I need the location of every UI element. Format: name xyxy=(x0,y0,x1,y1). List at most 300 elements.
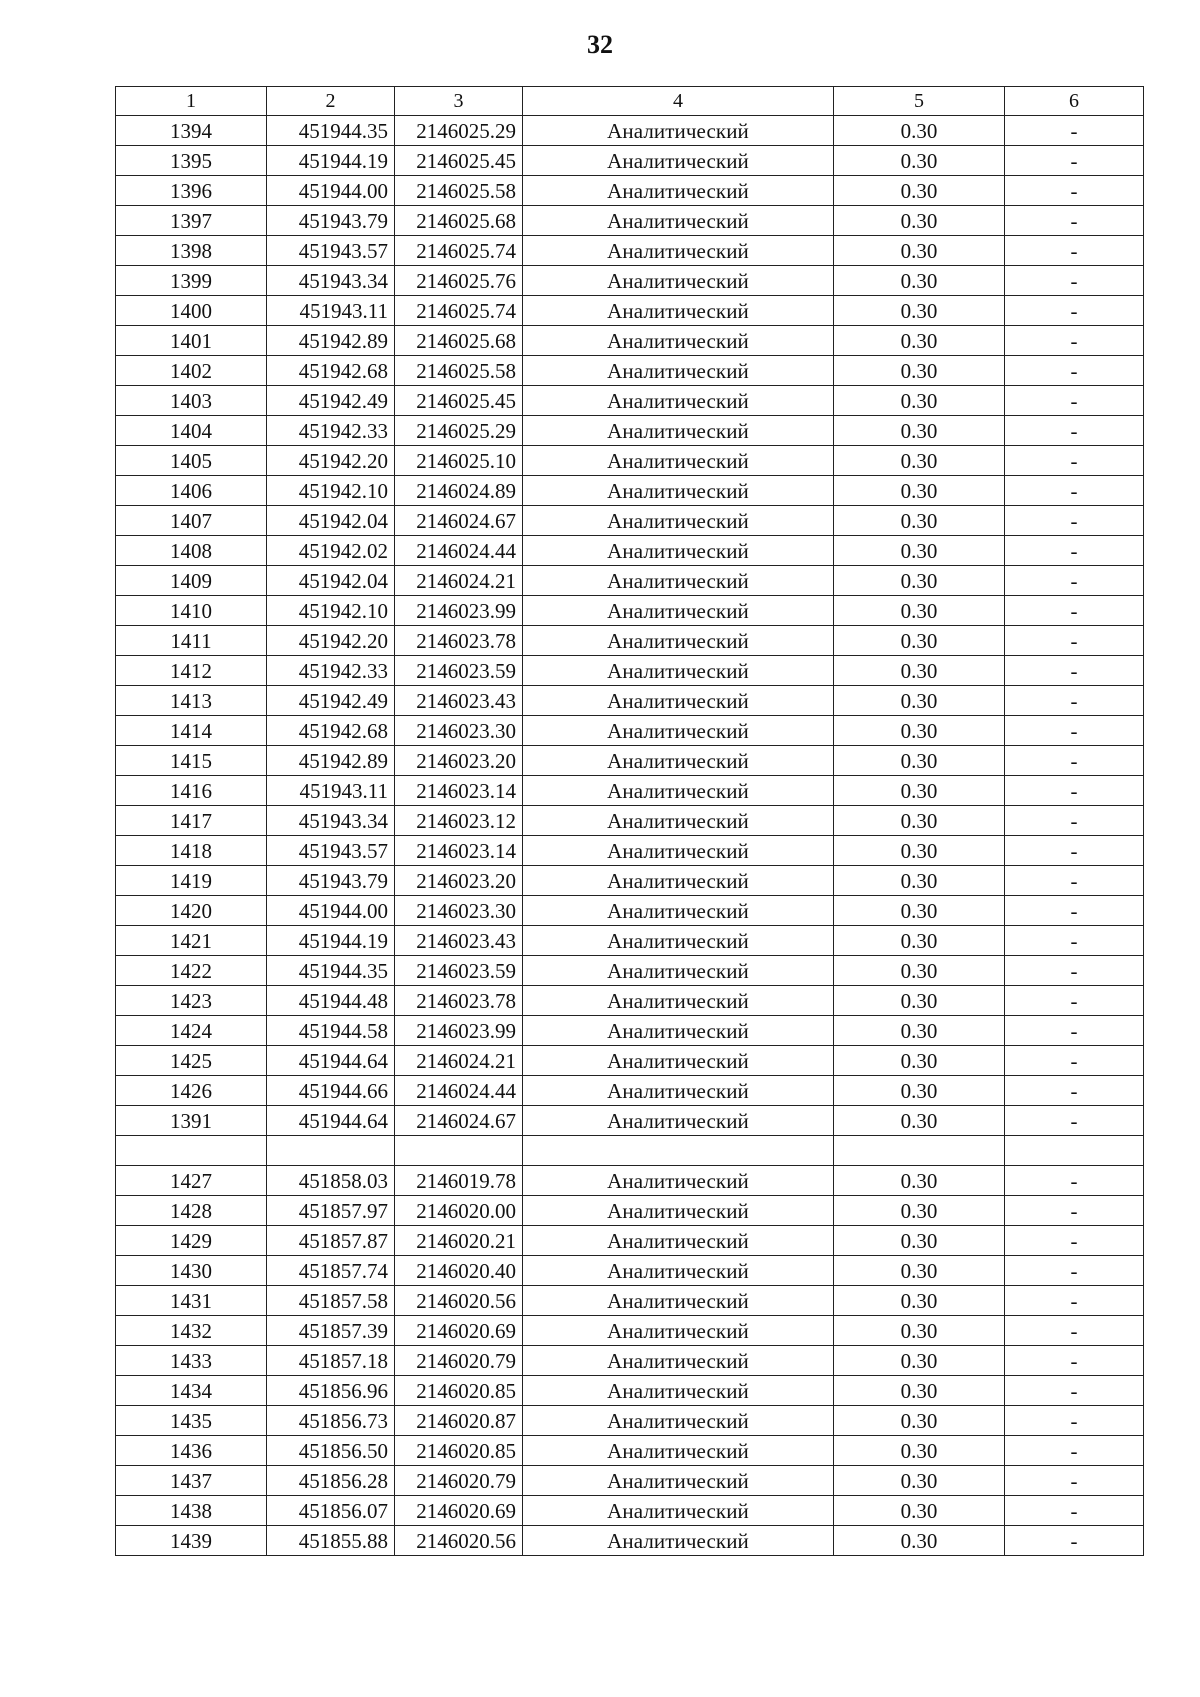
x-coordinate-cell: 451944.66 xyxy=(267,1076,395,1106)
table-row xyxy=(116,1496,1144,1526)
y-coordinate-cell: 2146025.74 xyxy=(395,296,523,326)
method-cell: Аналитический xyxy=(523,1466,834,1496)
note-cell: - xyxy=(1005,416,1144,446)
y-coordinate-cell: 2146024.67 xyxy=(395,506,523,536)
table-row xyxy=(116,866,1144,896)
point-number-cell: 1411 xyxy=(116,626,267,656)
note-cell: - xyxy=(1005,1226,1144,1256)
x-coordinate-cell: 451857.87 xyxy=(267,1226,395,1256)
table-row xyxy=(116,1226,1144,1256)
x-coordinate-cell: 451942.20 xyxy=(267,626,395,656)
note-cell: - xyxy=(1005,266,1144,296)
accuracy-cell: 0.30 xyxy=(834,116,1005,146)
x-coordinate-cell: 451856.50 xyxy=(267,1436,395,1466)
note-cell: - xyxy=(1005,536,1144,566)
method-cell: Аналитический xyxy=(523,446,834,476)
note-cell: - xyxy=(1005,476,1144,506)
table-row xyxy=(116,1526,1144,1556)
table-row xyxy=(116,926,1144,956)
note-cell: - xyxy=(1005,1376,1144,1406)
table-row xyxy=(116,1436,1144,1466)
method-cell: Аналитический xyxy=(523,896,834,926)
table-row xyxy=(116,836,1144,866)
accuracy-cell: 0.30 xyxy=(834,626,1005,656)
point-number-cell: 1432 xyxy=(116,1316,267,1346)
table-row xyxy=(116,506,1144,536)
y-coordinate-cell: 2146020.56 xyxy=(395,1526,523,1556)
note-cell: - xyxy=(1005,1286,1144,1316)
table-row xyxy=(116,296,1144,326)
table-row xyxy=(116,1196,1144,1226)
x-coordinate-cell: 451942.10 xyxy=(267,596,395,626)
table-row xyxy=(116,1406,1144,1436)
method-cell: Аналитический xyxy=(523,986,834,1016)
x-coordinate-cell: 451943.79 xyxy=(267,206,395,236)
point-number-cell: 1429 xyxy=(116,1226,267,1256)
note-cell: - xyxy=(1005,1466,1144,1496)
column-header: 1 xyxy=(116,87,267,116)
method-cell: Аналитический xyxy=(523,506,834,536)
table-row xyxy=(116,326,1144,356)
y-coordinate-cell: 2146020.85 xyxy=(395,1376,523,1406)
table-row xyxy=(116,956,1144,986)
point-number-cell: 1437 xyxy=(116,1466,267,1496)
accuracy-cell: 0.30 xyxy=(834,716,1005,746)
accuracy-cell: 0.30 xyxy=(834,146,1005,176)
y-coordinate-cell: 2146023.59 xyxy=(395,956,523,986)
note-cell: - xyxy=(1005,896,1144,926)
column-header: 5 xyxy=(834,87,1005,116)
method-cell: Аналитический xyxy=(523,806,834,836)
point-number-cell: 1420 xyxy=(116,896,267,926)
y-coordinate-cell: 2146020.21 xyxy=(395,1226,523,1256)
accuracy-cell: 0.30 xyxy=(834,566,1005,596)
accuracy-cell: 0.30 xyxy=(834,326,1005,356)
table-row xyxy=(116,746,1144,776)
method-cell: Аналитический xyxy=(523,1286,834,1316)
note-cell: - xyxy=(1005,1436,1144,1466)
x-coordinate-cell: 451942.68 xyxy=(267,716,395,746)
y-coordinate-cell: 2146020.56 xyxy=(395,1286,523,1316)
method-cell: Аналитический xyxy=(523,1496,834,1526)
accuracy-cell: 0.30 xyxy=(834,1286,1005,1316)
point-number-cell: 1430 xyxy=(116,1256,267,1286)
y-coordinate-cell: 2146023.78 xyxy=(395,986,523,1016)
note-cell: - xyxy=(1005,116,1144,146)
point-number-cell: 1436 xyxy=(116,1436,267,1466)
accuracy-cell: 0.30 xyxy=(834,1496,1005,1526)
y-coordinate-cell: 2146025.29 xyxy=(395,116,523,146)
x-coordinate-cell: 451942.33 xyxy=(267,416,395,446)
x-coordinate-cell: 451857.39 xyxy=(267,1316,395,1346)
point-number-cell: 1403 xyxy=(116,386,267,416)
accuracy-cell: 0.30 xyxy=(834,1016,1005,1046)
y-coordinate-cell: 2146025.45 xyxy=(395,386,523,416)
table-row xyxy=(116,1376,1144,1406)
x-coordinate-cell: 451942.04 xyxy=(267,506,395,536)
y-coordinate-cell: 2146019.78 xyxy=(395,1166,523,1196)
point-number-cell: 1416 xyxy=(116,776,267,806)
method-cell: Аналитический xyxy=(523,236,834,266)
x-coordinate-cell: 451857.58 xyxy=(267,1286,395,1316)
table-row xyxy=(116,356,1144,386)
y-coordinate-cell: 2146023.43 xyxy=(395,926,523,956)
point-number-cell xyxy=(116,1136,267,1166)
method-cell: Аналитический xyxy=(523,626,834,656)
table-row xyxy=(116,776,1144,806)
point-number-cell: 1414 xyxy=(116,716,267,746)
method-cell: Аналитический xyxy=(523,356,834,386)
method-cell: Аналитический xyxy=(523,746,834,776)
x-coordinate-cell: 451944.00 xyxy=(267,176,395,206)
accuracy-cell: 0.30 xyxy=(834,1316,1005,1346)
x-coordinate-cell: 451942.04 xyxy=(267,566,395,596)
method-cell: Аналитический xyxy=(523,1256,834,1286)
point-number-cell: 1434 xyxy=(116,1376,267,1406)
table-row xyxy=(116,266,1144,296)
note-cell: - xyxy=(1005,1166,1144,1196)
method-cell: Аналитический xyxy=(523,326,834,356)
y-coordinate-cell: 2146023.12 xyxy=(395,806,523,836)
y-coordinate-cell: 2146023.99 xyxy=(395,1016,523,1046)
x-coordinate-cell: 451944.48 xyxy=(267,986,395,1016)
note-cell: - xyxy=(1005,296,1144,326)
accuracy-cell xyxy=(834,1136,1005,1166)
note-cell: - xyxy=(1005,1526,1144,1556)
accuracy-cell: 0.30 xyxy=(834,1256,1005,1286)
y-coordinate-cell xyxy=(395,1136,523,1166)
x-coordinate-cell: 451944.64 xyxy=(267,1106,395,1136)
x-coordinate-cell: 451944.35 xyxy=(267,116,395,146)
x-coordinate-cell: 451943.34 xyxy=(267,266,395,296)
y-coordinate-cell: 2146025.58 xyxy=(395,176,523,206)
x-coordinate-cell: 451943.34 xyxy=(267,806,395,836)
x-coordinate-cell: 451942.02 xyxy=(267,536,395,566)
table-row xyxy=(116,1256,1144,1286)
x-coordinate-cell: 451856.96 xyxy=(267,1376,395,1406)
x-coordinate-cell: 451942.49 xyxy=(267,386,395,416)
accuracy-cell: 0.30 xyxy=(834,1346,1005,1376)
note-cell: - xyxy=(1005,746,1144,776)
point-number-cell: 1396 xyxy=(116,176,267,206)
accuracy-cell: 0.30 xyxy=(834,806,1005,836)
note-cell: - xyxy=(1005,1196,1144,1226)
note-cell: - xyxy=(1005,206,1144,236)
method-cell: Аналитический xyxy=(523,566,834,596)
point-number-cell: 1404 xyxy=(116,416,267,446)
note-cell xyxy=(1005,1136,1144,1166)
point-number-cell: 1428 xyxy=(116,1196,267,1226)
table-row xyxy=(116,1106,1144,1136)
table-row xyxy=(116,986,1144,1016)
x-coordinate-cell: 451858.03 xyxy=(267,1166,395,1196)
x-coordinate-cell: 451944.00 xyxy=(267,896,395,926)
note-cell: - xyxy=(1005,176,1144,206)
table-row xyxy=(116,806,1144,836)
y-coordinate-cell: 2146023.43 xyxy=(395,686,523,716)
accuracy-cell: 0.30 xyxy=(834,446,1005,476)
column-header: 4 xyxy=(523,87,834,116)
point-number-cell: 1408 xyxy=(116,536,267,566)
accuracy-cell: 0.30 xyxy=(834,836,1005,866)
point-number-cell: 1413 xyxy=(116,686,267,716)
note-cell: - xyxy=(1005,1496,1144,1526)
point-number-cell: 1418 xyxy=(116,836,267,866)
method-cell: Аналитический xyxy=(523,536,834,566)
note-cell: - xyxy=(1005,446,1144,476)
y-coordinate-cell: 2146020.79 xyxy=(395,1346,523,1376)
accuracy-cell: 0.30 xyxy=(834,956,1005,986)
method-cell: Аналитический xyxy=(523,1076,834,1106)
y-coordinate-cell: 2146020.00 xyxy=(395,1196,523,1226)
accuracy-cell: 0.30 xyxy=(834,1436,1005,1466)
table-row xyxy=(116,1316,1144,1346)
point-number-cell: 1409 xyxy=(116,566,267,596)
column-header: 6 xyxy=(1005,87,1144,116)
table-row xyxy=(116,416,1144,446)
note-cell: - xyxy=(1005,866,1144,896)
method-cell: Аналитический xyxy=(523,1316,834,1346)
table-row xyxy=(116,1136,1144,1166)
accuracy-cell: 0.30 xyxy=(834,296,1005,326)
accuracy-cell: 0.30 xyxy=(834,746,1005,776)
y-coordinate-cell: 2146020.40 xyxy=(395,1256,523,1286)
table-row xyxy=(116,1466,1144,1496)
note-cell: - xyxy=(1005,956,1144,986)
table-row xyxy=(116,1286,1144,1316)
point-number-cell: 1438 xyxy=(116,1496,267,1526)
table-row xyxy=(116,476,1144,506)
x-coordinate-cell: 451855.88 xyxy=(267,1526,395,1556)
y-coordinate-cell: 2146023.30 xyxy=(395,716,523,746)
table-row xyxy=(116,1166,1144,1196)
note-cell: - xyxy=(1005,1406,1144,1436)
method-cell: Аналитический xyxy=(523,1196,834,1226)
point-number-cell: 1417 xyxy=(116,806,267,836)
note-cell: - xyxy=(1005,1046,1144,1076)
method-cell: Аналитический xyxy=(523,1226,834,1256)
y-coordinate-cell: 2146024.67 xyxy=(395,1106,523,1136)
note-cell: - xyxy=(1005,986,1144,1016)
table-row xyxy=(116,716,1144,746)
method-cell: Аналитический xyxy=(523,1436,834,1466)
note-cell: - xyxy=(1005,1316,1144,1346)
table-row xyxy=(116,686,1144,716)
y-coordinate-cell: 2146025.45 xyxy=(395,146,523,176)
x-coordinate-cell: 451944.35 xyxy=(267,956,395,986)
y-coordinate-cell: 2146025.29 xyxy=(395,416,523,446)
note-cell: - xyxy=(1005,596,1144,626)
x-coordinate-cell: 451943.11 xyxy=(267,296,395,326)
accuracy-cell: 0.30 xyxy=(834,986,1005,1016)
point-number-cell: 1419 xyxy=(116,866,267,896)
x-coordinate-cell: 451943.57 xyxy=(267,236,395,266)
method-cell: Аналитический xyxy=(523,1046,834,1076)
accuracy-cell: 0.30 xyxy=(834,266,1005,296)
y-coordinate-cell: 2146025.58 xyxy=(395,356,523,386)
method-cell: Аналитический xyxy=(523,716,834,746)
point-number-cell: 1399 xyxy=(116,266,267,296)
method-cell: Аналитический xyxy=(523,1106,834,1136)
accuracy-cell: 0.30 xyxy=(834,1226,1005,1256)
method-cell: Аналитический xyxy=(523,866,834,896)
table-row xyxy=(116,1046,1144,1076)
note-cell: - xyxy=(1005,836,1144,866)
point-number-cell: 1394 xyxy=(116,116,267,146)
point-number-cell: 1410 xyxy=(116,596,267,626)
point-number-cell: 1406 xyxy=(116,476,267,506)
method-cell: Аналитический xyxy=(523,176,834,206)
accuracy-cell: 0.30 xyxy=(834,596,1005,626)
x-coordinate-cell: 451943.11 xyxy=(267,776,395,806)
note-cell: - xyxy=(1005,926,1144,956)
table-header-row xyxy=(116,87,1144,116)
point-number-cell: 1431 xyxy=(116,1286,267,1316)
x-coordinate-cell: 451944.19 xyxy=(267,926,395,956)
point-number-cell: 1397 xyxy=(116,206,267,236)
note-cell: - xyxy=(1005,656,1144,686)
y-coordinate-cell: 2146023.78 xyxy=(395,626,523,656)
point-number-cell: 1395 xyxy=(116,146,267,176)
y-coordinate-cell: 2146020.69 xyxy=(395,1316,523,1346)
y-coordinate-cell: 2146020.79 xyxy=(395,1466,523,1496)
page-number: 32 xyxy=(587,30,613,59)
table-row xyxy=(116,536,1144,566)
accuracy-cell: 0.30 xyxy=(834,1376,1005,1406)
table-row xyxy=(116,1076,1144,1106)
note-cell: - xyxy=(1005,716,1144,746)
method-cell: Аналитический xyxy=(523,1376,834,1406)
y-coordinate-cell: 2146020.87 xyxy=(395,1406,523,1436)
method-cell: Аналитический xyxy=(523,1166,834,1196)
point-number-cell: 1412 xyxy=(116,656,267,686)
method-cell: Аналитический xyxy=(523,686,834,716)
y-coordinate-cell: 2146023.30 xyxy=(395,896,523,926)
table-row xyxy=(116,1346,1144,1376)
y-coordinate-cell: 2146024.21 xyxy=(395,1046,523,1076)
accuracy-cell: 0.30 xyxy=(834,1046,1005,1076)
point-number-cell: 1401 xyxy=(116,326,267,356)
accuracy-cell: 0.30 xyxy=(834,1526,1005,1556)
y-coordinate-cell: 2146023.20 xyxy=(395,746,523,776)
accuracy-cell: 0.30 xyxy=(834,1406,1005,1436)
x-coordinate-cell: 451942.89 xyxy=(267,746,395,776)
x-coordinate-cell: 451857.18 xyxy=(267,1346,395,1376)
accuracy-cell: 0.30 xyxy=(834,176,1005,206)
table-row xyxy=(116,896,1144,926)
x-coordinate-cell: 451942.20 xyxy=(267,446,395,476)
x-coordinate-cell: 451943.79 xyxy=(267,866,395,896)
note-cell: - xyxy=(1005,506,1144,536)
accuracy-cell: 0.30 xyxy=(834,356,1005,386)
column-header: 3 xyxy=(395,87,523,116)
accuracy-cell: 0.30 xyxy=(834,866,1005,896)
note-cell: - xyxy=(1005,1016,1144,1046)
x-coordinate-cell: 451942.89 xyxy=(267,326,395,356)
table-row xyxy=(116,236,1144,266)
x-coordinate-cell: 451857.74 xyxy=(267,1256,395,1286)
y-coordinate-cell: 2146025.68 xyxy=(395,326,523,356)
table-row xyxy=(116,116,1144,146)
accuracy-cell: 0.30 xyxy=(834,896,1005,926)
point-number-cell: 1400 xyxy=(116,296,267,326)
note-cell: - xyxy=(1005,1256,1144,1286)
y-coordinate-cell: 2146024.44 xyxy=(395,1076,523,1106)
accuracy-cell: 0.30 xyxy=(834,686,1005,716)
x-coordinate-cell xyxy=(267,1136,395,1166)
accuracy-cell: 0.30 xyxy=(834,536,1005,566)
point-number-cell: 1391 xyxy=(116,1106,267,1136)
point-number-cell: 1402 xyxy=(116,356,267,386)
x-coordinate-cell: 451944.64 xyxy=(267,1046,395,1076)
table-row xyxy=(116,206,1144,236)
x-coordinate-cell: 451944.58 xyxy=(267,1016,395,1046)
method-cell: Аналитический xyxy=(523,206,834,236)
note-cell: - xyxy=(1005,626,1144,656)
point-number-cell: 1421 xyxy=(116,926,267,956)
table-row xyxy=(116,626,1144,656)
x-coordinate-cell: 451943.57 xyxy=(267,836,395,866)
y-coordinate-cell: 2146020.69 xyxy=(395,1496,523,1526)
note-cell: - xyxy=(1005,776,1144,806)
method-cell: Аналитический xyxy=(523,116,834,146)
y-coordinate-cell: 2146025.10 xyxy=(395,446,523,476)
coordinates-table xyxy=(115,86,1144,1556)
column-header: 2 xyxy=(267,87,395,116)
point-number-cell: 1427 xyxy=(116,1166,267,1196)
method-cell: Аналитический xyxy=(523,836,834,866)
note-cell: - xyxy=(1005,236,1144,266)
accuracy-cell: 0.30 xyxy=(834,776,1005,806)
note-cell: - xyxy=(1005,146,1144,176)
accuracy-cell: 0.30 xyxy=(834,506,1005,536)
y-coordinate-cell: 2146023.14 xyxy=(395,776,523,806)
point-number-cell: 1435 xyxy=(116,1406,267,1436)
accuracy-cell: 0.30 xyxy=(834,1166,1005,1196)
note-cell: - xyxy=(1005,1106,1144,1136)
method-cell: Аналитический xyxy=(523,956,834,986)
y-coordinate-cell: 2146024.89 xyxy=(395,476,523,506)
method-cell: Аналитический xyxy=(523,656,834,686)
x-coordinate-cell: 451942.10 xyxy=(267,476,395,506)
x-coordinate-cell: 451856.07 xyxy=(267,1496,395,1526)
x-coordinate-cell: 451942.49 xyxy=(267,686,395,716)
point-number-cell: 1425 xyxy=(116,1046,267,1076)
method-cell: Аналитический xyxy=(523,1016,834,1046)
table-body xyxy=(116,87,1144,1556)
point-number-cell: 1423 xyxy=(116,986,267,1016)
method-cell: Аналитический xyxy=(523,596,834,626)
x-coordinate-cell: 451942.33 xyxy=(267,656,395,686)
note-cell: - xyxy=(1005,686,1144,716)
method-cell: Аналитический xyxy=(523,776,834,806)
point-number-cell: 1415 xyxy=(116,746,267,776)
table-row xyxy=(116,146,1144,176)
point-number-cell: 1422 xyxy=(116,956,267,986)
method-cell: Аналитический xyxy=(523,1406,834,1436)
table-row xyxy=(116,446,1144,476)
accuracy-cell: 0.30 xyxy=(834,236,1005,266)
method-cell: Аналитический xyxy=(523,926,834,956)
y-coordinate-cell: 2146023.59 xyxy=(395,656,523,686)
method-cell: Аналитический xyxy=(523,266,834,296)
y-coordinate-cell: 2146025.74 xyxy=(395,236,523,266)
y-coordinate-cell: 2146020.85 xyxy=(395,1436,523,1466)
method-cell: Аналитический xyxy=(523,1526,834,1556)
y-coordinate-cell: 2146023.14 xyxy=(395,836,523,866)
accuracy-cell: 0.30 xyxy=(834,206,1005,236)
method-cell: Аналитический xyxy=(523,1346,834,1376)
